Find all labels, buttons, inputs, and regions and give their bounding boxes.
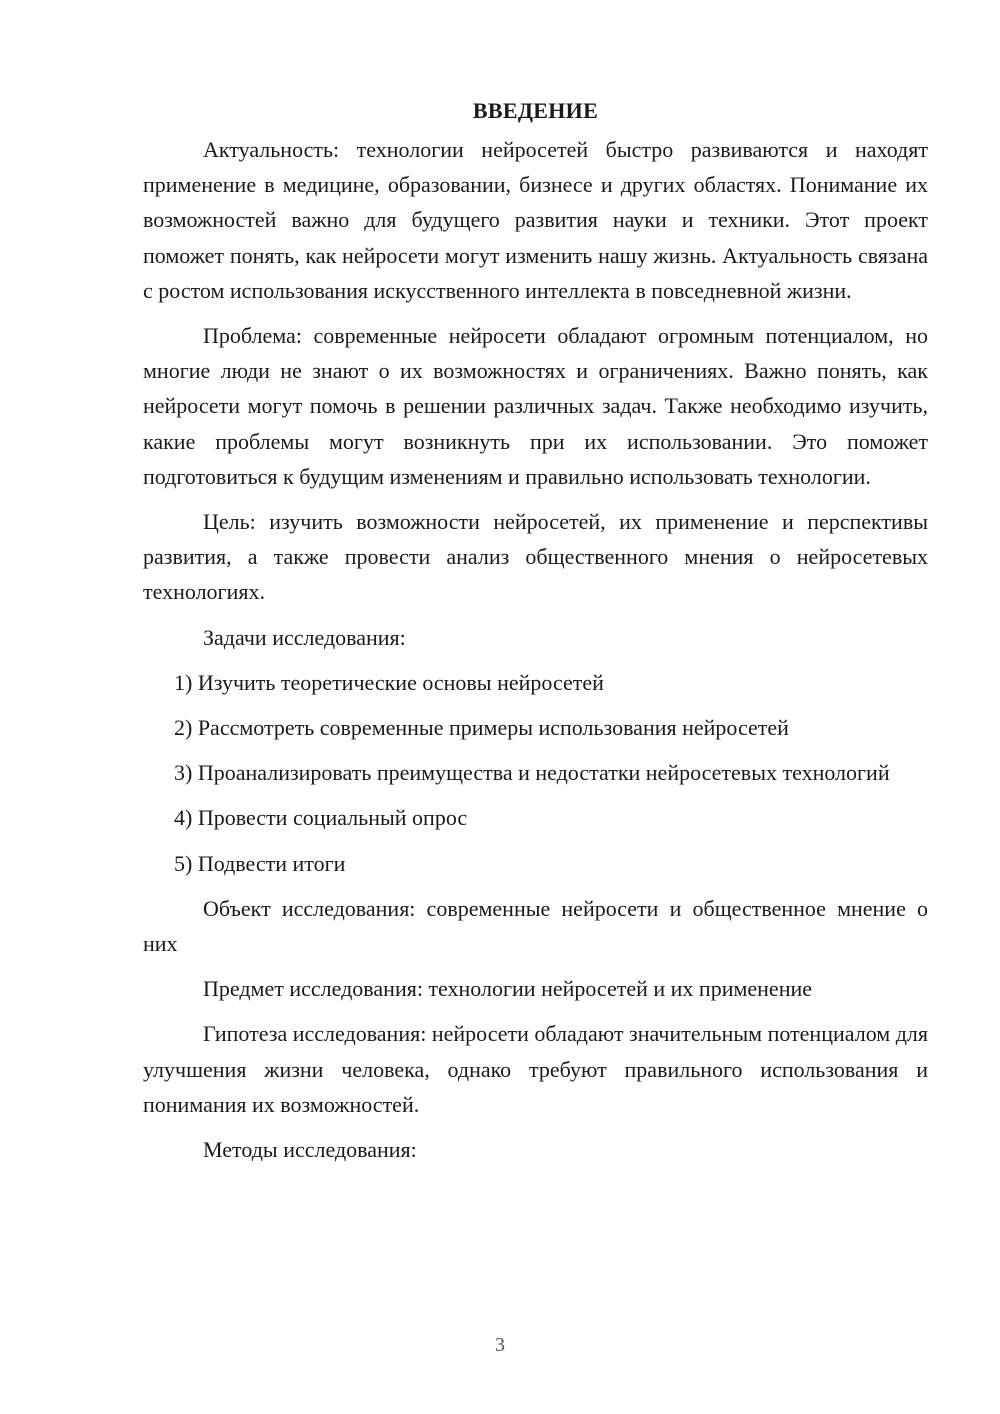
goal-paragraph: Цель: изучить возможности нейросетей, их применение и перспективы развития, а также провести анализ общественного мнения о нейросетевых технологиях. <box>143 509 928 605</box>
task-item-3: 3) Проанализировать преимущества и недостатки нейросетевых технологий <box>174 760 890 786</box>
methods-heading: Методы исследования: <box>203 1137 417 1163</box>
task-item-2: 2) Рассмотреть современные примеры использования нейросетей <box>174 715 789 741</box>
document-page <box>143 93 928 1177</box>
task-item-4: 4) Провести социальный опрос <box>174 805 468 831</box>
subject-paragraph: Предмет исследования: технологии нейросетей и их применение <box>203 976 813 1002</box>
page-title: ВВЕДЕНИЕ <box>472 98 599 123</box>
problem-paragraph: Проблема: современные нейросети обладают огромным потенциалом, но многие люди не знают о их возможностях и ограничениях. Важно понять, как нейросети могут помочь в решении различных задач. Также необходимо изучить, какие проблемы могут возникнуть при их использовании. Это поможет подготовиться к будущим изменениям и правильно использовать технологии. <box>143 323 928 489</box>
tasks-heading: Задачи исследования: <box>203 624 406 650</box>
page-number: 3 <box>495 1334 505 1356</box>
task-item-5: 5) Подвести итоги <box>174 850 346 876</box>
object-paragraph: Объект исследования: современные нейросети и общественное мнение о них <box>143 895 928 957</box>
task-item-1: 1) Изучить теоретические основы нейросетей <box>174 669 604 695</box>
hypothesis-paragraph: Гипотеза исследования: нейросети обладают значительным потенциалом для улучшения жизни человека, однако требуют правильного использования и понимания их возможностей. <box>143 1021 928 1117</box>
relevance-paragraph: Актуальность: технологии нейросетей быстро развиваются и находят применение в медицине, образовании, бизнесе и других областях. Понимание их возможностей важно для будущего развития науки и техники. Этот проект поможет понять, как нейросети могут изменить нашу жизнь. Актуальность связана с ростом использования искусственного интеллекта в повседневной жизни. <box>143 137 928 303</box>
